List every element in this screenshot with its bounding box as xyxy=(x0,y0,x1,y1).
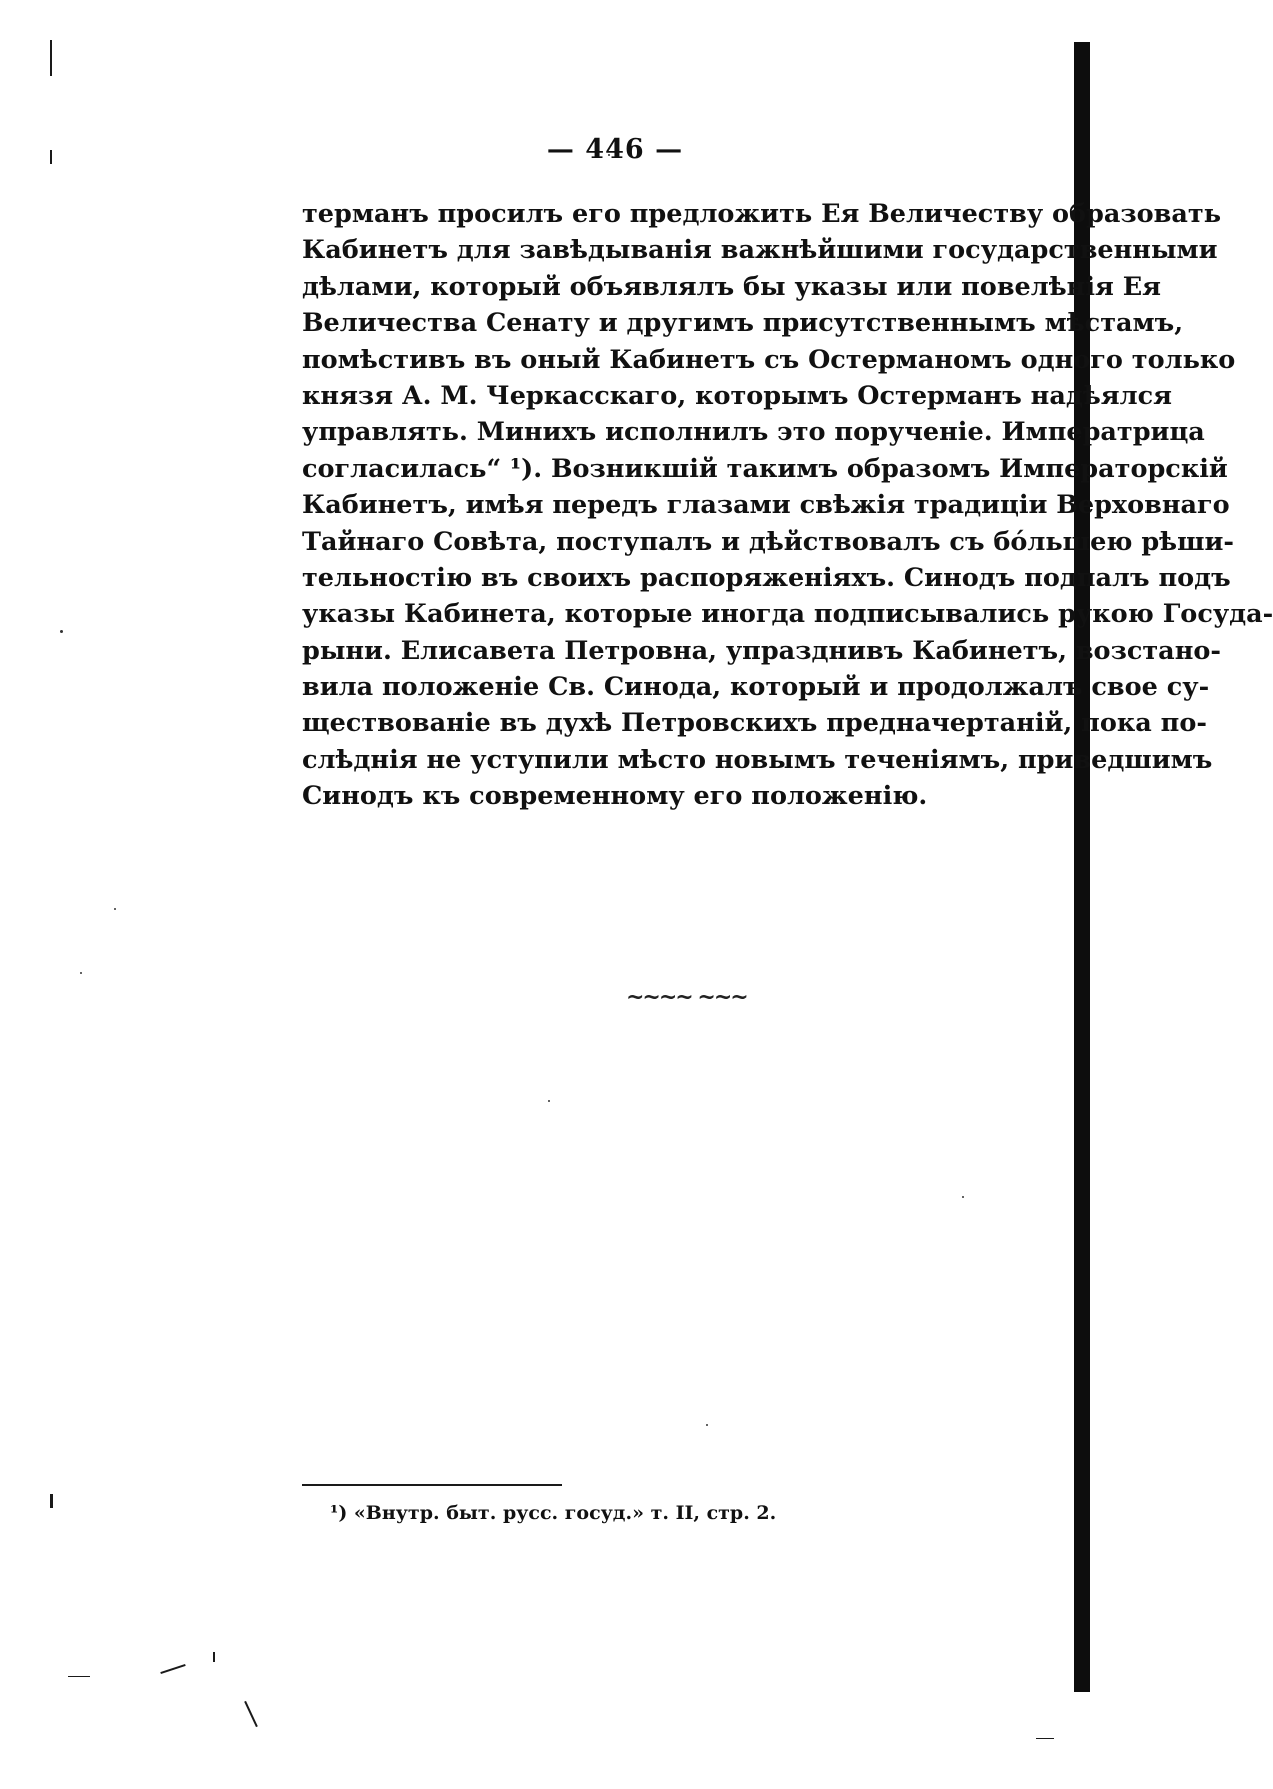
scan-speck xyxy=(114,908,116,910)
scan-speck xyxy=(80,972,82,974)
text-line: Тайнаго Совѣта, поступалъ и дѣйствовалъ съ бóльшею рѣши- xyxy=(302,526,1234,557)
footnote: ¹) «Внутр. быт. русс. госуд.» т. II, стр. 2. xyxy=(330,1502,777,1524)
text-line: слѣднія не уступили мѣсто новымъ теченіямъ, приведшимъ xyxy=(302,744,1213,775)
body-text xyxy=(302,196,1273,815)
text-line: вила положеніе Св. Синода, который и продолжалъ свое су- xyxy=(302,672,1210,703)
text-line: помѣстивъ въ оный Кабинетъ съ Остерманомъ одного только xyxy=(302,344,1236,375)
scan-speck xyxy=(706,1424,708,1426)
scan-bottom-mark xyxy=(160,1664,185,1674)
footnote-rule xyxy=(302,1484,562,1486)
scan-bottom-mark xyxy=(68,1676,90,1677)
text-line: Кабинетъ для завѣдыванія важнѣйшими государственными xyxy=(302,235,1218,266)
scan-speck xyxy=(962,1196,964,1198)
ornament-divider: ~~~~ ~~~ xyxy=(626,984,747,1010)
scan-bottom-mark xyxy=(213,1652,215,1662)
scan-speck xyxy=(548,1100,550,1102)
text-line: Величества Сенату и другимъ присутственнымъ мѣстамъ, xyxy=(302,308,1184,339)
text-line: тельностію въ своихъ распоряженіяхъ. Синодъ подпалъ подъ xyxy=(302,562,1231,593)
text-line: терманъ просилъ его предложить Ея Величеству образовать xyxy=(302,199,1222,229)
scan-left-mark xyxy=(50,1494,53,1508)
text-line: князя А. М. Черкасскаго, которымъ Остерманъ надѣялся xyxy=(302,380,1172,411)
scan-left-mark xyxy=(50,40,52,76)
scan-speck xyxy=(60,630,63,633)
text-line: Синодъ къ современному его положенію. xyxy=(302,781,928,812)
text-line: указы Кабинета, которые иногда подписывались рукою Госуда- xyxy=(302,599,1273,630)
text-line: дѣлами, который объявлялъ бы указы или повелѣнія Ея xyxy=(302,271,1162,302)
text-line: управлять. Минихъ исполнилъ это порученіе. Императрица xyxy=(302,417,1205,448)
text-line: рыни. Елисавета Петровна, упразднивъ Кабинетъ, возстано- xyxy=(302,635,1221,666)
scan-bottom-mark xyxy=(1036,1738,1054,1739)
scan-bottom-mark xyxy=(244,1701,258,1727)
text-line: ществованіе въ духѣ Петровскихъ предначертаній, пока по- xyxy=(302,708,1207,739)
text-line: согласилась“ ¹). Возникшій такимъ образомъ Императорскій xyxy=(302,453,1228,484)
text-line: Кабинетъ, имѣя передъ глазами свѣжія традиціи Верховнаго xyxy=(302,490,1230,521)
page-number: — 446 — xyxy=(546,134,684,165)
